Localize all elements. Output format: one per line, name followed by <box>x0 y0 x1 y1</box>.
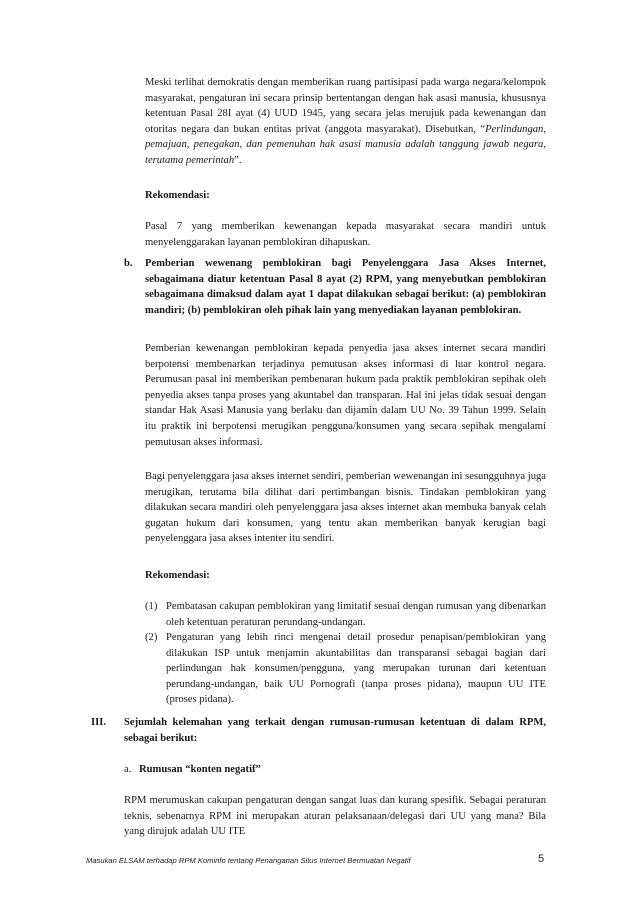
footer-text: Masukan ELSAM terhadap RPM Kominfo tentang Penanganan Situs Internet Bermuatan Negatif <box>86 856 411 865</box>
section-b-marker: b. <box>124 258 133 269</box>
page-number: 5 <box>538 853 545 865</box>
section-III-marker: III. <box>91 717 107 728</box>
rekomendasi-item-1-number: (1) <box>145 601 158 612</box>
intro-tail: ”. <box>234 154 242 166</box>
section-b-paragraph-2: Bagi penyelenggara jasa akses internet sendiri, pemberian wewenangan ini sesungguhnya juga merugikan, terutama bila dilihat dari pertimbangan bisnis. Tindakan pemblokiran yang dilakukan secara mandiri oleh penyelenggara jasa akses internet akan membuka banyak celah gugatan hukum dari konsumen, yang tentu akan memberikan banyak kerugian bagi penyelenggara jasa akses intenter itu sendiri. <box>145 471 546 545</box>
intro-quote: Perlindungan, pemajuan, penegakan, dan pemenuhan hak asasi manusia adalah tanggung jawab negara, terutama pemerintah <box>145 123 546 166</box>
rekomendasi-heading-2: Rekomendasi: <box>145 570 210 581</box>
rekomendasi-text-1: Pasal 7 yang memberikan kewenangan kepada masyarakat secara mandiri untuk menyelenggarakan layanan pemblokiran dihapuskan. <box>145 221 546 248</box>
section-III-a-heading: Rumusan “konten negatif” <box>139 764 261 775</box>
intro-paragraph <box>145 75 546 169</box>
section-b-paragraph-1: Pemberian kewenangan pemblokiran kepada penyedia jasa akses internet secara mandiri berpotensi membenarkan terjadinya pemutusan akses informasi di luar kontrol negara. Perumusan pasal ini memberikan pembenaran hukum pada praktik pemblokiran sepihak oleh penyedia akses tanpa proses yang akuntabel dan transparan. Hal ini jelas tidak sesuai dengan standar Hak Asasi Manusia yang berlaku dan dijamin dalam UU No. 39 Tahun 1999. Selain itu praktik ini berpotensi merugikan pengguna/konsumen yang secara sepihak mengalami pemutusan akses informasi. <box>145 343 546 448</box>
section-III-heading: Sejumlah kelemahan yang terkait dengan rumusan-rumusan ketentuan di dalam RPM, sebagai berikut: <box>124 717 546 744</box>
rekomendasi-heading-1: Rekomendasi: <box>145 190 210 201</box>
section-III-a-marker: a. <box>124 764 132 775</box>
rekomendasi-item-2-text: Pengaturan yang lebih rinci mengenai detail prosedur penapisan/pemblokiran yang dilakukan ISP untuk menjamin akuntabilitas dan transparansi sebagai bagian dari perlindungan hak konsumen/pengguna, yang merupakan turunan dari ketentuan perundang-undangan, baik UU Pornografi (tanpa proses pidana), maupun UU ITE (proses pidana). <box>166 632 546 706</box>
section-III-paragraph: RPM merumuskan cakupan pengaturan dengan sangat luas dan kurang spesifik. Sebagai peraturan teknis, sebenarnya RPM ini merupakan aturan pelaksanaan/delegasi dari UU yang mana? Bila yang dirujuk adalah UU ITE <box>124 795 546 838</box>
intro-text: Meski terlihat demokratis dengan memberikan ruang partisipasi pada warga negara/kelompok masyarakat, pengaturan ini secara prinsip bertentangan dengan hak asasi manusia, khususnya ketentuan Pasal 28I ayat (4) UUD 1945, yang secara jelas merujuk pada kewenangan dan otoritas negara dan bukan entitas privat (anggota masyarakat). Disebutkan, “ <box>145 77 546 135</box>
rekomendasi-item-2-number: (2) <box>145 632 158 643</box>
section-b-heading: Pemberian wewenang pemblokiran bagi Penyelenggara Jasa Akses Internet, sebagaimana diatur ketentuan Pasal 8 ayat (2) RPM, yang menyebutkan pemblokiran sebagaimana dimaksud dalam ayat 1 dapat dilakukan sebagai berikut: (a) pemblokiran mandiri; (b) pemblokiran oleh pihak lain yang menyediakan layanan pemblokiran. <box>145 258 546 316</box>
rekomendasi-item-1-text: Pembatasan cakupan pemblokiran yang limitatif sesuai dengan rumusan yang dibenarkan oleh ketentuan peraturan perundang-undangan. <box>166 601 546 628</box>
